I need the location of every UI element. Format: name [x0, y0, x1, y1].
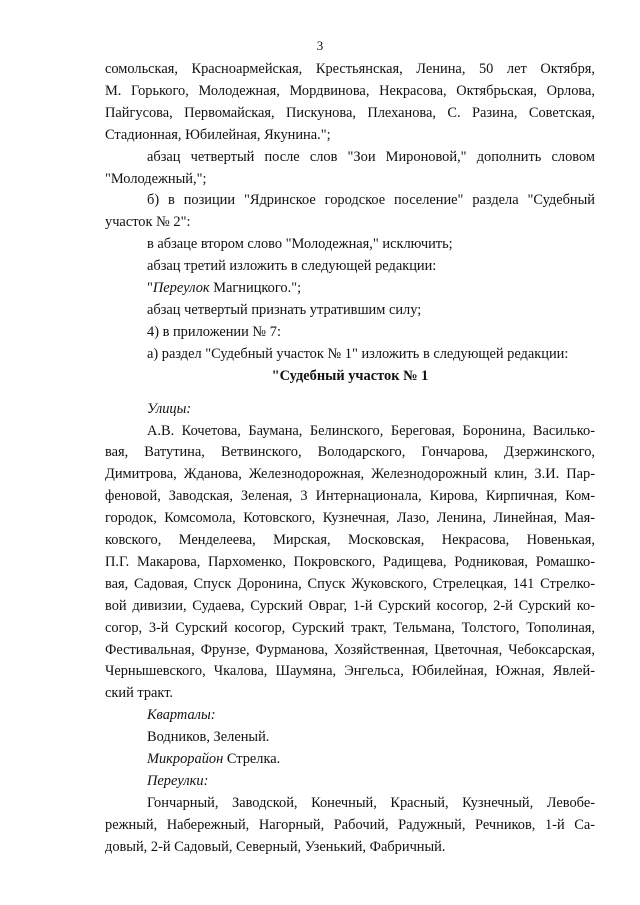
spacer: [105, 388, 595, 399]
text-line: "Молодежный,";: [105, 170, 207, 187]
text-line: вая, Садовая, Спуск Доронина, Спуск Жуковского, Стрелецкая, 141 Стрелко-: [105, 575, 595, 592]
text-line: Пайгусова, Первомайская, Пискунова, Плеханова, С. Разина, Советская,: [105, 104, 595, 121]
text-line: Гончарный, Заводской, Конечный, Красный, Кузнечный, Левобе-: [147, 794, 595, 811]
text-line: а) раздел "Судебный участок № 1" изложить в следующей редакции:: [147, 345, 569, 362]
kvartaly-value: Водников, Зеленый.: [147, 729, 270, 746]
pereulok-italic: Переулок: [152, 280, 210, 297]
text-line: П.Г. Макарова, Пархоменко, Покровского, Радищева, Родниковая, Ромашко-: [105, 553, 595, 570]
text-line: А.В. Кочетова, Баумана, Белинского, Береговая, Боронина, Василько-: [147, 422, 595, 439]
streets-list: [105, 421, 595, 706]
text-line: феновой, Заводская, Зеленая, 3 Интернационала, Кирова, Кирпичная, Ком-: [105, 488, 595, 505]
text-line: довый, 2-й Садовый, Северный, Узенький, Фабричный.: [105, 838, 446, 855]
text-line: вая, Ватутина, Ветвинского, Володарского, Гончарова, Дзержинского,: [105, 444, 595, 461]
mikrorayon-label: Микрорайон: [147, 751, 224, 768]
text-line: участок № 2":: [105, 214, 191, 231]
text-line: Фестивальная, Фрунзе, Фурманова, Хозяйственная, Цветочная, Чебоксарская,: [105, 641, 595, 658]
pereulki-label: Переулки:: [147, 773, 209, 789]
text-line: Чернышевского, Чкалова, Шаумяна, Энгельса, Юбилейная, Южная, Явлей-: [105, 663, 595, 680]
text-line: Стадионная, Юбилейная, Якунина.";: [105, 126, 331, 143]
pereulok-rest: Магницкого.";: [209, 280, 302, 297]
page-number: 3: [316, 38, 324, 53]
quote-mark: ": [147, 280, 153, 297]
streets-label: Улицы:: [147, 400, 192, 417]
text-line: Димитрова, Жданова, Железнодорожная, Железнодорожный клин, З.И. Пар-: [105, 466, 595, 483]
document-body: [105, 59, 595, 859]
text-line: абзац третий изложить в следующей редакции:: [147, 258, 437, 275]
text-line: абзац четвертый после слов "Зои Мироновой," дополнить словом: [147, 148, 595, 165]
text-line: б) в позиции "Ядринское городское поселение" раздела "Судебный: [147, 192, 595, 209]
text-line: вой дивизии, Судаева, Сурский Овраг, 1-й Сурский косогор, 2-й Сурский ко-: [105, 597, 595, 614]
text-line: сомольская, Красноармейская, Крестьянская, Ленина, 50 лет Октября,: [105, 61, 595, 77]
text-line: городок, Комсомола, Котовского, Кузнечная, Лазо, Ленина, Линейная, Мая-: [105, 510, 595, 527]
text-line: ский тракт.: [105, 685, 174, 702]
mikrorayon-value: Стрелка.: [223, 751, 281, 768]
text-line: режный, Набережный, Нагорный, Рабочий, Радужный, Речников, 1-й Са-: [105, 816, 595, 833]
pereulki-list: [105, 793, 595, 859]
text-line: М. Горького, Молодежная, Мордвинова, Некрасова, Октябрьская, Орлова,: [105, 82, 595, 99]
text-line: [105, 278, 595, 300]
text-line: [105, 749, 595, 771]
text-line: ковского, Менделеева, Мирская, Московская, Некрасова, Новенькая,: [105, 532, 595, 549]
text-line: в абзаце втором слово "Молодежная," исключить;: [147, 236, 453, 253]
kvartaly-label: Кварталы:: [147, 707, 216, 724]
text-line: согор, 3-й Сурский косогор, Сурский тракт, Тельмана, Толстого, Тополиная,: [105, 619, 595, 636]
text-line: абзац четвертый признать утратившим силу;: [147, 301, 422, 318]
text-line: 4) в приложении № 7:: [147, 323, 281, 340]
section-title: "Судебный участок № 1: [271, 367, 429, 384]
